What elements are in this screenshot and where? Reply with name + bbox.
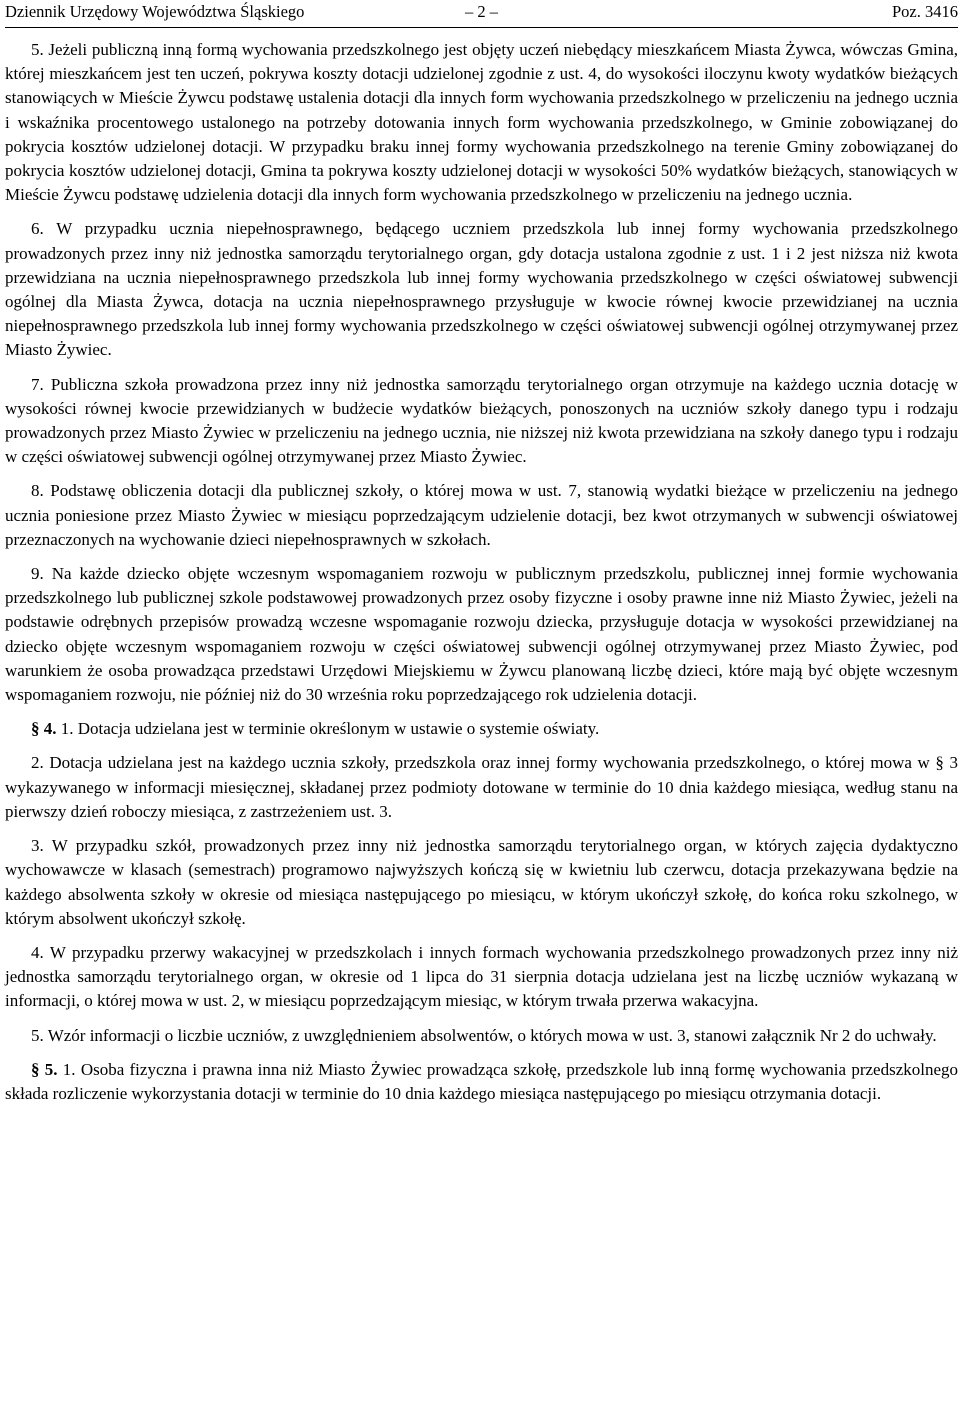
paragraph-text: 7. Publiczna szkoła prowadzona przez inny niż jednostka samorządu terytorialnego organ otrzymuje na każdego ucznia dotację w wysokości równej kwocie przewidzianych w budżecie wydatków bieżących, ponoszonych na uczniów szkoły danego typu i rodzaju prowadzonych przez Miasto Żywiec w przeliczeniu na jednego ucznia, nie niższej niż kwota przewidziana na szkoły danego typu i rodzaju w części oświatowej subwencji ogólnej otrzymywanej przez Miasto Żywiec.	[5, 374, 958, 467]
paragraph-text: 8. Podstawę obliczenia dotacji dla publicznej szkoły, o której mowa w ust. 7, stanowią wydatki bieżące w przeliczeniu na jednego ucznia poniesione przez Miasto Żywiec w miesiącu poprzedzającym udzielenie dotacji, bez kwot otrzymanych w subwencji oświatowej przeznaczonych na wychowanie dzieci niepełnosprawnych w szkołach.	[5, 481, 958, 549]
paragraph-text: 4. W przypadku przerwy wakacyjnej w przedszkolach i innych formach wychowania przedszkolnego prowadzonych przez inny niż jednostka samorządu terytorialnego organ, w okresie od 1 lipca do 31 sierpnia dotacja udzielana jest na liczbę uczniów wykazaną w informacji, o której mowa w ust. 2, w miesiącu poprzedzającym miesiąc, w którym trwała przerwa wakacyjna.	[5, 942, 958, 1011]
paragraph-text: 6. W przypadku ucznia niepełnosprawnego, będącego uczniem przedszkola lub innej formy wychowania przedszkolnego prowadzonych przez inny niż jednostka samorządu terytorialnego organ, gdy dotacja ustalona zgodnie z ust. 1 i 2 jest niższa niż kwota przewidziana na ucznia niepełnosprawnego przedszkola lub innej formy wychowania przedszkolnego w części oświatowej subwencji ogólnej dla Miasta Żywca, dotacja na ucznia niepełnosprawnego przysługuje w kwocie równej kwocie przewidzianej na ucznia niepełnosprawnego przedszkola lub innej formy wychowania przedszkolnego w części oświatowej subwencji ogólnej otrzymywanej przez Miasto Żywiec.	[5, 219, 958, 360]
paragraph-section-4-ust-3	[5, 834, 958, 931]
paragraph-text: 1. Dotacja udzielana jest w terminie określonym w ustawie o systemie oświaty.	[56, 719, 600, 739]
section-number: § 4.	[31, 719, 57, 739]
paragraph-ust-5	[5, 38, 958, 207]
paragraph-section-5-ust-1	[5, 1058, 958, 1106]
paragraph-ust-9	[5, 562, 958, 707]
document-body	[5, 28, 958, 1106]
paragraph-section-4-ust-4	[5, 941, 958, 1014]
paragraph-text: 9. Na każde dziecko objęte wczesnym wspomaganiem rozwoju w publicznym przedszkolu, publicznej innej formie wychowania przedszkolnego lub publicznej szkole podstawowej prowadzonych przez osoby fizyczne i osoby prawne inne niż Miasto Żywiec, jeżeli na podstawie odrębnych przepisów prowadzą wczesne wspomaganie rozwoju dziecka, przysługuje dotacja w wysokości przewidzianej na dziecko objęte wczesnym wspomaganiem rozwoju w części oświatowej subwencji ogólnej otrzymywanej przez Miasto Żywiec, pod warunkiem że osoba prowadząca przedstawi Urzędowi Miejskiemu w Żywcu planowaną liczbę dzieci, które mają być objęte wczesnym wspomaganiem rozwoju, nie później niż do 30 września roku poprzedzającego rok udzielenia dotacji.	[5, 564, 958, 705]
paragraph-section-4-ust-2	[5, 751, 958, 824]
paragraph-text: 1. Osoba fizyczna i prawna inna niż Miasto Żywiec prowadząca szkołę, przedszkole lub inną formę wychowania przedszkolnego składa rozliczenie wykorzystania dotacji w terminie do 10 dnia każdego miesiąca następującego po miesiącu otrzymania dotacji.	[5, 1059, 959, 1103]
paragraph-section-4-ust-5	[5, 1024, 958, 1048]
paragraph-ust-7	[5, 373, 958, 470]
paragraph-ust-8	[5, 479, 958, 552]
paragraph-text: 5. Jeżeli publiczną inną formą wychowania przedszkolnego jest objęty uczeń niebędący mieszkańcem Miasta Żywca, wówczas Gmina, której mieszkańcem jest ten uczeń, pokrywa koszty dotacji udzielonej zgodnie z ust. 4, do wysokości iloczynu kwoty wydatków bieżących stanowiących w Mieście Żywcu podstawę ustalenia dotacji dla innych form wychowania przedszkolnego w przeliczeniu na jednego ucznia i wskaźnika procentowego ustalonego na potrzeby dotowania innych form wychowania przedszkolnego, w Gminie zobowiązanej do pokrycia kosztów udzielonej dotacji. W przypadku braku innej formy wychowania przedszkolnego na terenie Gminy zobowiązanej do pokrycia kosztów udzielonej dotacji, Gmina ta pokrywa koszty udzielonej dotacji w wysokości 50% wydatków bieżących, stanowiących w Mieście Żywcu podstawę udzielenia dotacji dla innych form wychowania przedszkolnego w przeliczeniu na jednego ucznia.	[5, 40, 958, 205]
page-header	[5, 0, 958, 28]
paragraph-section-4-ust-1	[5, 717, 958, 741]
position-number: Poz. 3416	[892, 2, 958, 21]
page-number: – 2 –	[465, 2, 498, 21]
section-number: § 5.	[31, 1059, 58, 1079]
journal-title: Dziennik Urzędowy Województwa Śląskiego	[5, 2, 305, 21]
paragraph-text: 5. Wzór informacji o liczbie uczniów, z uwzględnieniem absolwentów, o których mowa w ust. 3, stanowi załącznik Nr 2 do uchwały.	[31, 1025, 937, 1045]
paragraph-text: 3. W przypadku szkół, prowadzonych przez inny niż jednostka samorządu terytorialnego organ, w których zajęcia dydaktyczno wychowawcze w klasach (semestrach) programowo najwyższych kończą się w kwietniu lub czerwcu, dotacja przekazywana będzie na każdego absolwenta szkoły w okresie od miesiąca następującego po miesiącu, w którym ukończył szkołę, do końca roku szkolnego, w którym absolwent ukończył szkołę.	[5, 836, 958, 928]
paragraph-text: 2. Dotacja udzielana jest na każdego ucznia szkoły, przedszkola oraz innej formy wychowania przedszkolnego, o której mowa w § 3 wykazywanego w informacji miesięcznej, składanej przez podmioty dotowane w terminie do 10 dnia każdego miesiąca, według stanu na pierwszy dzień roboczy miesiąca, z zastrzeżeniem ust. 3.	[5, 753, 958, 821]
paragraph-ust-6	[5, 217, 958, 362]
